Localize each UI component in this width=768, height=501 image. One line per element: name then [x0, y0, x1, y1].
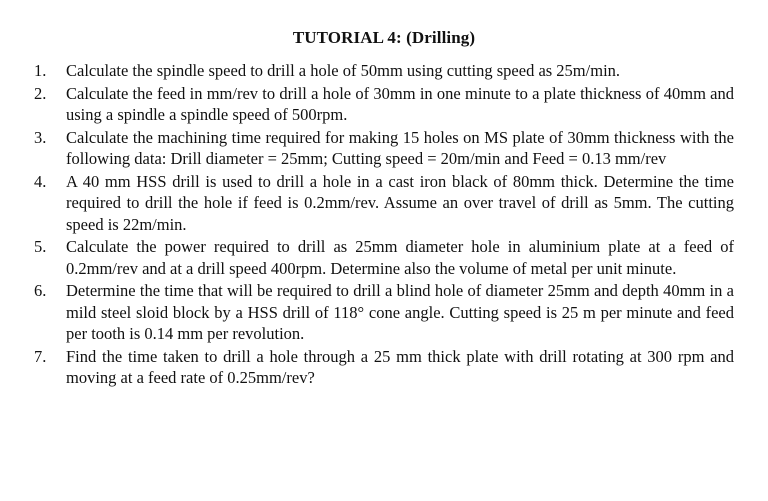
question-text: Calculate the machining time required for making 15 holes on MS plate of 30mm thickness with the following data: Drill diameter = 25mm; Cutting speed = 20m/min and Feed = 0.13 mm/rev	[66, 127, 734, 168]
question-text: Calculate the feed in mm/rev to drill a hole of 30mm in one minute to a plate thickness of 40mm and using a spindle a spindle speed of 500rpm.	[66, 83, 734, 124]
question-number: 2.	[34, 83, 47, 103]
question-number: 6.	[34, 281, 47, 300]
question-item	[34, 280, 734, 345]
question-number: 7.	[34, 346, 47, 366]
question-text: A 40 mm HSS drill is used to drill a hole in a cast iron black of 80mm thick. Determine the time required to drill the hole if feed is 0.2mm/rev. Assume an over travel of drill as 5mm. The cutting speed is 22m/min.	[66, 171, 734, 234]
page-title: TUTORIAL 4: (Drilling)	[292, 28, 476, 47]
question-number: 1.	[34, 61, 47, 80]
question-item	[34, 236, 734, 279]
question-text: Calculate the spindle speed to drill a hole of 50mm using cutting speed as 25m/min.	[66, 61, 621, 80]
question-item	[34, 60, 734, 82]
question-list	[34, 60, 734, 390]
question-text: Calculate the power required to drill as 25mm diameter hole in aluminium plate at a feed of 0.2mm/rev and at a drill speed 400rpm. Determine also the volume of metal per unit minute.	[66, 237, 734, 278]
question-number: 4.	[34, 171, 47, 191]
question-text: Determine the time that will be required to drill a blind hole of diameter 25mm and depth 40mm in a mild steel sloid block by a HSS drill of 118° cone angle. Cutting speed is 25 m per minute and feed per tooth is 0.14 mm per revolution.	[66, 281, 734, 343]
question-text: Find the time taken to drill a hole through a 25 mm thick plate with drill rotating at 300 rpm and moving at a feed rate of 0.25mm/rev?	[66, 346, 734, 387]
question-number: 3.	[34, 127, 47, 147]
question-item	[34, 127, 734, 170]
question-item	[34, 83, 734, 126]
question-item	[34, 171, 734, 236]
question-number: 5.	[34, 237, 47, 256]
question-item	[34, 346, 734, 389]
